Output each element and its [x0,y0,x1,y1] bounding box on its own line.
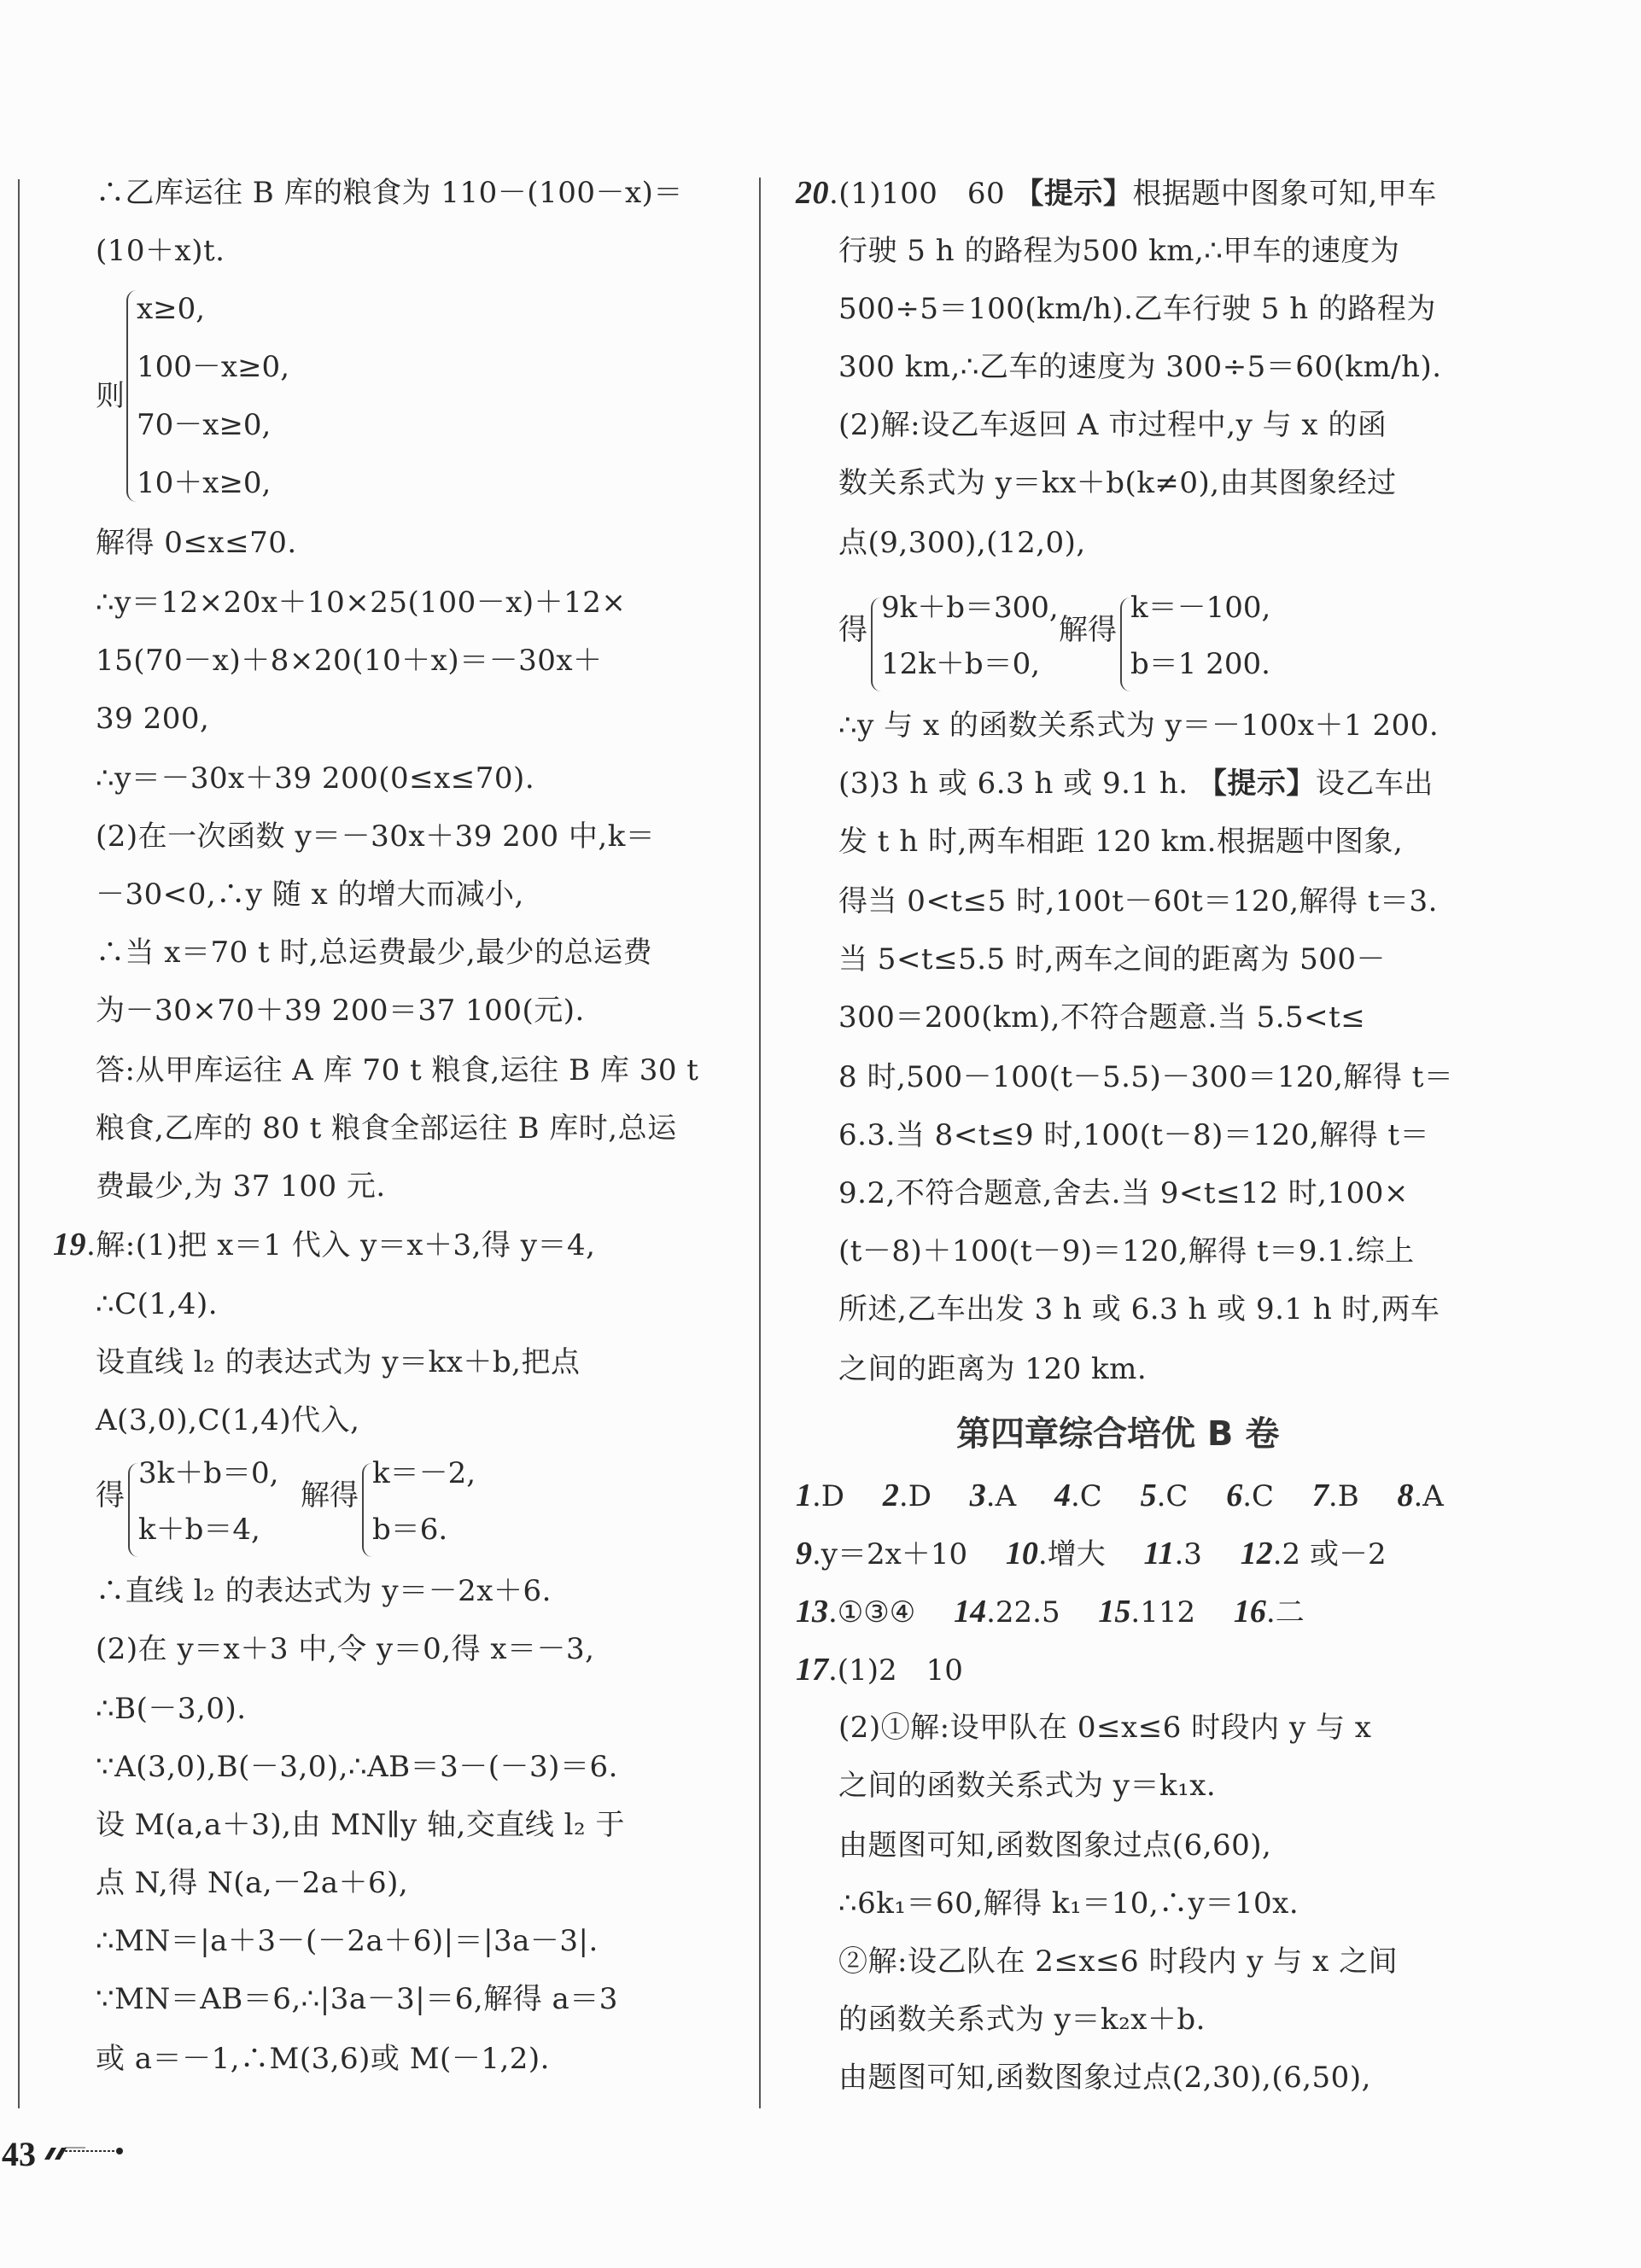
text-line: ∴y 与 x 的函数关系式为 y＝－100x＋1 200. [838,708,1440,743]
text-line: ∴y＝12×20x＋10×25(100－x)＋12× [96,586,627,620]
question-line [796,174,1437,213]
text-line: 答:从甲库运往 A 库 70 t 粮食,运往 B 库 30 t [96,1053,699,1087]
text-line: ∴6k₁＝60,解得 k₁＝10,∴y＝10x. [838,1886,1299,1921]
text-line: 300 km,∴乙车的速度为 300÷5＝60(km/h). [838,350,1442,384]
question-text: .解:(1)把 x＝1 代入 y＝x＋3,得 y＝4, [86,1228,596,1262]
system-row: k＋b＝4, [138,1513,260,1547]
text-line: 8 时,500－100(t－5.5)－300＝120,解得 t＝ [838,1060,1454,1094]
text-line: (2)解:设乙车返回 A 市过程中,y 与 x 的函 [838,408,1387,442]
text-line: 当 5<t≤5.5 时,两车之间的距离为 500－ [838,942,1386,977]
text-line: ∵A(3,0),B(－3,0),∴AB＝3－(－3)＝6. [96,1750,618,1784]
text-line: ∴MN＝|a＋3－(－2a＋6)|＝|3a－3|. [96,1924,599,1958]
text-line: ∴C(1,4). [96,1287,219,1321]
left-brace-icon [128,1463,138,1557]
text-line: 15(70－x)＋8×20(10＋x)＝－30x＋ [96,644,603,678]
system-row: x≥0, [137,292,206,326]
hint-label: 【提示】 [1197,767,1316,801]
text-line: ∴B(－3,0). [96,1692,247,1726]
text-line: 发 t h 时,两车相距 120 km.根据题中图象, [838,825,1404,859]
answer-item: 9.y＝2x＋10 [796,1536,968,1571]
text-line: 9.2,不符合题意,舍去.当 9<t≤12 时,100× [838,1176,1409,1210]
answer-item: 2.D [882,1478,931,1513]
text-line: 之间的函数关系式为 y＝k₁x. [838,1769,1217,1803]
text-line: 解得 0≤x≤70. [96,526,297,560]
question-text: .(1)100 60 [829,177,1015,211]
text-line: ∴直线 l₂ 的表达式为 y＝－2x＋6. [96,1574,552,1608]
answer-row [796,1651,992,1689]
question-text: 根据题中图象可知,甲车 [1132,177,1437,211]
answer-item: 8.A [1397,1478,1444,1513]
answer-item: 6.C [1226,1478,1275,1513]
answer-item: 4.C [1054,1478,1102,1513]
answer-item: 17.(1)2 10 [796,1652,963,1688]
text-line: 粮食,乙库的 80 t 粮食全部运往 B 库时,总运 [96,1111,677,1146]
text-line: 点(9,300),(12,0), [838,526,1086,560]
text-line: 行驶 5 h 的路程为500 km,∴甲车的速度为 [838,234,1400,268]
hint-label: 【提示】 [1014,177,1133,211]
section-title: 第四章综合培优 B 卷 [956,1414,1280,1454]
answer-item: 3.A [969,1478,1017,1513]
answer-item: 16.二 [1233,1594,1305,1630]
text-line: 数关系式为 y＝kx＋b(k≠0),由其图象经过 [838,466,1397,500]
text-line: 得当 0<t≤5 时,100t－60t＝120,解得 t＝3. [838,884,1438,918]
text-line: 300＝200(km),不符合题意.当 5.5<t≤ [838,1000,1366,1035]
question-number: 19 [53,1227,86,1262]
answer-item: 13.①③④ [796,1594,916,1630]
question-number: 20 [796,175,829,211]
left-margin-rule [18,179,20,2108]
system-row: 3k＋b＝0, [138,1456,279,1490]
answer-text: (3)3 h 或 6.3 h 或 9.1 h. [838,767,1198,801]
answer-item: 10.增大 [1005,1536,1106,1571]
left-brace-icon [362,1463,372,1557]
text-line: 6.3.当 8<t≤9 时,100(t－8)＝120,解得 t＝ [838,1118,1430,1152]
text-line: A(3,0),C(1,4)代入, [96,1403,360,1437]
answer-row [796,1535,1416,1573]
text-line: 39 200, [96,702,210,736]
question-line [53,1226,595,1264]
text-line: 点 N,得 N(a,－2a＋6), [96,1866,409,1900]
text-line: ∴乙库运往 B 库的粮食为 110－(100－x)＝ [96,176,683,210]
text-line: (2)①解:设甲队在 0≤x≤6 时段内 y 与 x [838,1711,1372,1745]
answer-item: 1.D [796,1478,845,1513]
text-line: ∴当 x＝70 t 时,总运费最少,最少的总运费 [96,936,653,970]
page-decoration-icon [43,2143,128,2163]
system-label: 得 [96,1478,125,1513]
text-line: (2)在 y＝x＋3 中,令 y＝0,得 x＝－3, [96,1632,595,1666]
text-line: 的函数关系式为 y＝k₂x＋b. [838,2003,1206,2037]
answer-item: 5.C [1140,1478,1188,1513]
left-brace-icon [871,598,881,691]
answer-row [796,1593,1334,1631]
text-line: 所述,乙车出发 3 h 或 6.3 h 或 9.1 h 时,两车 [838,1292,1440,1326]
text-line: ②解:设乙队在 2≤x≤6 时段内 y 与 x 之间 [838,1944,1399,1979]
text-line: 500÷5＝100(km/h).乙车行驶 5 h 的路程为 [838,292,1436,326]
left-brace-icon [1120,598,1130,691]
page-number: 43 [2,2135,36,2173]
hint-text: 设乙车出 [1315,767,1434,801]
left-brace-icon [126,290,137,502]
text-line: 为－30×70＋39 200＝37 100(元). [96,994,585,1028]
answer-row [796,1477,1473,1515]
text-line: 或 a＝－1,∴M(3,6)或 M(－1,2). [96,2042,550,2076]
system-label: 解得 [301,1478,359,1513]
text-line: (10＋x)t. [96,234,225,268]
answer-item: 7.B [1311,1478,1359,1513]
system-label: 得 [838,613,867,647]
answer-item: 12.2 或－2 [1240,1536,1387,1571]
text-line [838,765,1434,802]
system-label: 则 [96,379,125,413]
text-line: 设直线 l₂ 的表达式为 y＝kx＋b,把点 [96,1345,581,1379]
text-line: ∵MN＝AB＝6,∴|3a－3|＝6,解得 a＝3 [96,1982,618,2016]
system-row: 10＋x≥0, [137,466,272,500]
text-line: ∴y＝－30x＋39 200(0≤x≤70). [96,761,535,796]
column-divider [759,178,761,2108]
system-label: 解得 [1059,613,1117,647]
text-line: 设 M(a,a＋3),由 MN∥y 轴,交直线 l₂ 于 [96,1808,625,1842]
system-row: 12k＋b＝0, [881,647,1041,681]
system-row: b＝1 200. [1130,647,1270,681]
answer-item: 14.22.5 [954,1594,1060,1630]
text-line: (t－8)＋100(t－9)＝120,解得 t＝9.1.综上 [838,1234,1415,1268]
text-line: 由题图可知,函数图象过点(6,60), [838,1828,1272,1863]
answer-item: 15.112 [1098,1594,1196,1630]
answer-item: 11.3 [1143,1536,1202,1571]
system-row: k＝－100, [1130,591,1271,625]
system-row: 70－x≥0, [137,408,272,442]
text-line: 之间的距离为 120 km. [838,1352,1148,1386]
system-row: k＝－2, [372,1456,476,1490]
text-line: 费最少,为 37 100 元. [96,1169,386,1204]
text-line: －30<0,∴y 随 x 的增大而减小, [96,877,524,912]
system-row: 9k＋b＝300, [881,591,1059,625]
system-row: 100－x≥0, [137,350,289,384]
text-line: 由题图可知,函数图象过点(2,30),(6,50), [838,2061,1371,2095]
system-row: b＝6. [372,1513,448,1547]
text-line: (2)在一次函数 y＝－30x＋39 200 中,k＝ [96,819,656,854]
